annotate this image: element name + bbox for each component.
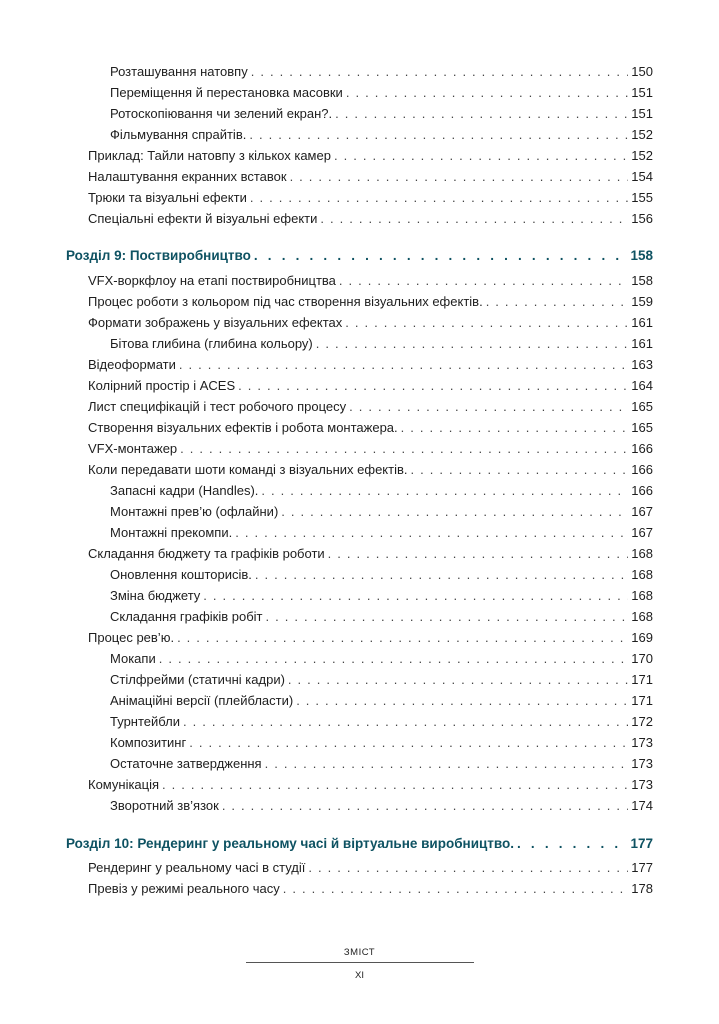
toc-leader-dots [401,420,629,436]
toc-entry-page: 161 [631,315,653,330]
toc-leader-dots [180,441,628,457]
toc-entry-title: Зміна бюджету [110,588,201,603]
toc-entry-page: 166 [631,462,653,477]
toc-entry-title: Розділ 10: Рендеринг у реальному часі й віртуальне виробництво. [66,836,515,851]
toc-leader-dots [254,248,628,264]
toc-entry [88,315,653,331]
toc-entry-title: Ротоскопіювання чи зелений екран?. [110,106,333,121]
toc-entry [110,525,653,541]
toc-entry-page: 152 [631,127,653,142]
footer-divider [246,962,474,963]
toc-entry-page: 161 [631,336,653,351]
toc-entry-title: Мокапи [110,651,156,666]
toc-entry-page: 166 [631,483,653,498]
toc-entry-page: 168 [631,546,653,561]
toc-entry-page: 155 [631,190,653,205]
toc-entry-title: Анімаційні версії (плейбласти) [110,693,294,708]
toc-leader-dots [250,190,628,206]
toc-entry-page: 171 [631,693,653,708]
toc-entry-title: VFX-воркфлоу на етапі поствиробництва [88,273,336,288]
toc-entry [110,85,653,101]
toc-leader-dots [159,651,629,667]
toc-entry-title: Спеціальні ефекти й візуальні ефекти [88,211,318,226]
toc-entry [88,211,653,227]
toc-entry-page: 177 [630,836,653,851]
toc-entry-title: Колірний простір і ACES [88,378,236,393]
toc-entry-title: Складання графіків робіт [110,609,263,624]
toc-entry [88,169,653,185]
toc-entry [88,777,653,793]
toc-entry [88,546,653,562]
toc-entry-title: VFX-монтажер [88,441,178,456]
toc-leader-dots [179,357,628,373]
toc-entry [110,672,653,688]
toc-leader-dots [266,609,629,625]
toc-leader-dots [288,672,628,688]
toc-entry-page: 150 [631,64,653,79]
toc-entry-title: Розділ 9: Поствиробництво [66,248,251,263]
toc-entry-title: Фільмування спрайтів. [110,127,247,142]
toc-entry-title: Монтажні прев’ю (офлайни) [110,504,279,519]
toc-entry-page: 164 [631,378,653,393]
toc-entry-page: 165 [631,420,653,435]
toc-leader-dots [411,462,629,478]
toc-entry [110,588,653,604]
toc-entry [88,190,653,206]
toc-entry-page: 173 [631,735,653,750]
toc-entry [88,378,653,394]
toc-entry [110,483,653,499]
toc-leader-dots [486,294,629,310]
toc-entry-title: Створення візуальних ефектів і робота монтажера. [88,420,398,435]
toc-entry-title: Налаштування екранних вставок [88,169,287,184]
toc-entry [110,504,653,520]
toc-entry [110,735,653,751]
toc-entry-title: Лист специфікацій і тест робочого процесу [88,399,347,414]
toc-leader-dots [283,881,629,897]
toc-entry [88,630,653,646]
toc-leader-dots [183,714,628,730]
toc-entry-page: 168 [631,567,653,582]
toc-leader-dots [339,273,628,289]
toc-leader-dots [517,836,627,852]
toc-leader-dots [235,525,628,541]
toc-leader-dots [238,378,628,394]
toc-leader-dots [189,735,628,751]
toc-entry-title: Превіз у режимі реального часу [88,881,280,896]
toc-entry [110,651,653,667]
toc-entry-page: 152 [631,148,653,163]
footer-section-title: ЗМІСТ [343,947,376,958]
toc-leader-dots [265,756,629,772]
toc-entry [88,273,653,289]
toc-entry-page: 173 [631,777,653,792]
toc-leader-dots [281,504,628,520]
toc-entry [88,294,653,310]
toc-entry-page: 158 [631,273,653,288]
toc-entry-title: Процес рев’ю. [88,630,175,645]
toc-entry-title: Приклад: Тайли натовпу з кількох камер [88,148,331,163]
toc-leader-dots [222,798,628,814]
toc-entry-page: 165 [631,399,653,414]
toc-entry-page: 166 [631,441,653,456]
toc-entry-title: Розташування натовпу [110,64,248,79]
toc-entry-page: 171 [631,672,653,687]
toc-entry-page: 170 [631,651,653,666]
toc-entry-title: Стілфрейми (статичні кадри) [110,672,285,687]
toc-entry-page: 169 [631,630,653,645]
toc-entry [88,148,653,164]
toc-entry [110,336,653,352]
toc-entry-title: Трюки та візуальні ефекти [88,190,247,205]
toc-leader-dots [251,64,629,80]
toc-entry [88,881,653,897]
toc-entry-page: 172 [631,714,653,729]
toc-chapter-entry [66,836,653,852]
toc-entry-title: Переміщення й перестановка масовки [110,85,343,100]
toc-entry-title: Складання бюджету та графіків роботи [88,546,325,561]
toc-leader-dots [296,693,628,709]
toc-entry [110,106,653,122]
toc-entry [110,693,653,709]
toc-entry [88,420,653,436]
toc-entry-page: 167 [631,525,653,540]
toc-entry-page: 154 [631,169,653,184]
toc-entry [88,357,653,373]
toc-leader-dots [320,211,628,227]
toc-leader-dots [290,169,629,185]
toc-leader-dots [255,567,628,583]
toc-entry-page: 168 [631,609,653,624]
toc-entry [110,714,653,730]
toc-leader-dots [316,336,629,352]
toc-chapter-entry [66,248,653,264]
toc-entry-page: 163 [631,357,653,372]
page-number: XI [355,970,364,981]
toc-leader-dots [349,399,628,415]
toc-entry-title: Рендеринг у реальному часі в студії [88,860,306,875]
toc-entry-title: Зворотний зв’язок [110,798,219,813]
toc-entry-title: Остаточне затвердження [110,756,262,771]
toc-leader-dots [328,546,629,562]
toc-entry-title: Бітова глибина (глибина кольору) [110,336,313,351]
toc-leader-dots [308,860,628,876]
toc-entry-title: Монтажні прекомпи. [110,525,233,540]
toc-entry-page: 168 [631,588,653,603]
toc-entry-page: 158 [630,248,653,263]
toc-leader-dots [177,630,628,646]
toc-entry [88,399,653,415]
toc-entry [88,860,653,876]
toc-entry-title: Запасні кадри (Handles). [110,483,259,498]
toc-leader-dots [249,127,628,143]
toc-entry-title: Формати зображень у візуальних ефектах [88,315,343,330]
toc-entry-title: Процес роботи з кольором під час створення візуальних ефектів. [88,294,483,309]
toc-entry-page: 159 [631,294,653,309]
toc-entry-title: Композитинг [110,735,187,750]
toc-leader-dots [346,85,628,101]
toc-entry-page: 177 [631,860,653,875]
toc-leader-dots [335,106,628,122]
toc-entry-title: Відеоформати [88,357,176,372]
toc-leader-dots [334,148,628,164]
toc-entry-title: Комунікація [88,777,160,792]
toc-entry-page: 174 [631,798,653,813]
toc-entry [110,567,653,583]
toc-leader-dots [162,777,628,793]
toc-entry [110,798,653,814]
toc-leader-dots [345,315,628,331]
toc-entry [88,441,653,457]
toc-entry [110,609,653,625]
toc-entry [88,462,653,478]
toc-entry-title: Коли передавати шоти команді з візуальних ефектів. [88,462,408,477]
toc-entry [110,127,653,143]
toc-leader-dots [261,483,628,499]
toc-entry-title: Оновлення кошторисів. [110,567,252,582]
toc-entry-page: 151 [631,106,653,121]
toc-entry [110,64,653,80]
toc-leader-dots [203,588,628,604]
toc-entry [110,756,653,772]
toc-entry-page: 151 [631,85,653,100]
toc-entry-page: 167 [631,504,653,519]
toc-entry-title: Турнтейбли [110,714,180,729]
toc-entry-page: 173 [631,756,653,771]
toc-entry-page: 156 [631,211,653,226]
toc-entry-page: 178 [631,881,653,896]
